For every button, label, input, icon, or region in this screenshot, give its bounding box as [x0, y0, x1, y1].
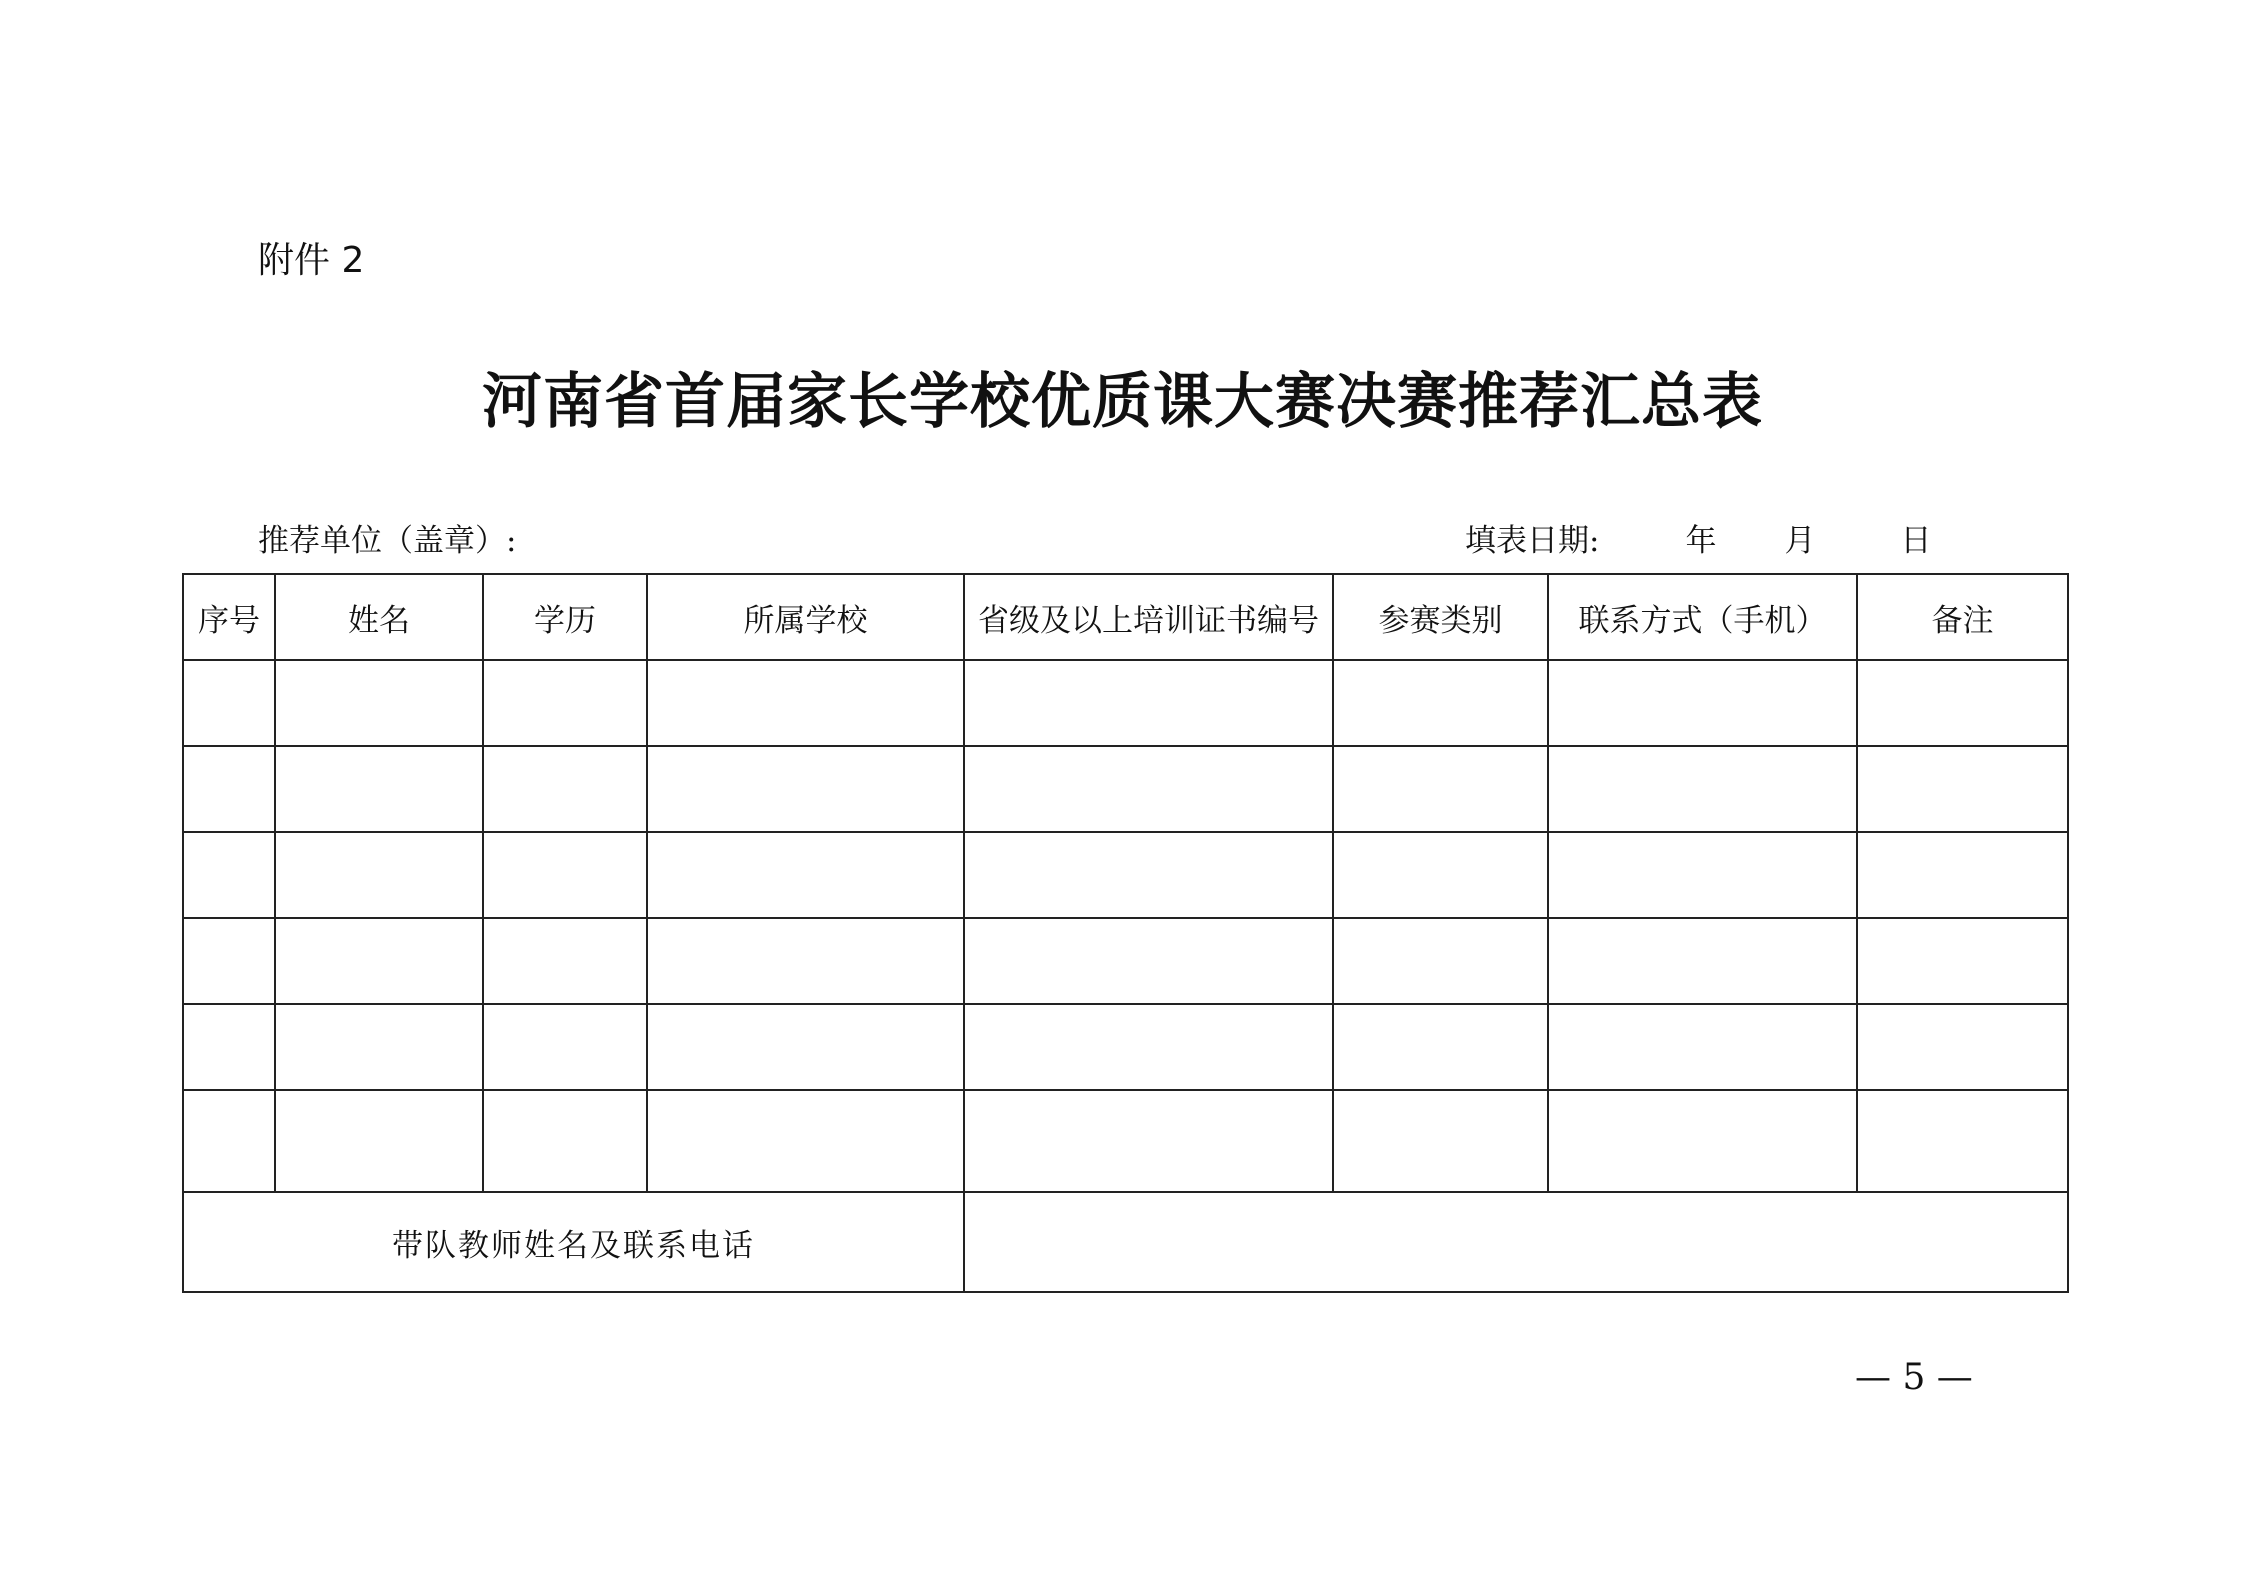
team-leader-label: 带队教师姓名及联系电话 [183, 1192, 964, 1292]
table-row [183, 746, 2068, 832]
table-cell[interactable] [1333, 918, 1548, 1004]
table-cell[interactable] [964, 918, 1333, 1004]
table-cell[interactable] [1548, 918, 1857, 1004]
header-certificate-number: 省级及以上培训证书编号 [964, 574, 1333, 660]
table-cell[interactable] [647, 918, 964, 1004]
table-cell[interactable] [964, 1004, 1333, 1090]
month-label: 月 [1784, 523, 1816, 559]
header-serial-number: 序号 [183, 574, 275, 660]
table-cell[interactable] [183, 746, 275, 832]
header-category: 参赛类别 [1333, 574, 1548, 660]
table-cell[interactable] [275, 1004, 483, 1090]
table-cell[interactable] [647, 660, 964, 746]
table-cell[interactable] [275, 918, 483, 1004]
table-cell[interactable] [1333, 746, 1548, 832]
fill-date-label: 填表日期: [1465, 523, 1600, 559]
table-cell[interactable] [647, 1004, 964, 1090]
recommendation-summary-table [182, 573, 2069, 1293]
table-row [183, 660, 2068, 746]
table-cell[interactable] [964, 660, 1333, 746]
table-row [183, 1090, 2068, 1192]
table-cell[interactable] [964, 1090, 1333, 1192]
table-header-row [183, 574, 2068, 660]
table-row [183, 832, 2068, 918]
fill-date [1465, 519, 1931, 563]
table-cell[interactable] [183, 832, 275, 918]
header-education: 学历 [483, 574, 647, 660]
table-cell[interactable] [1857, 918, 2068, 1004]
attachment-label: 附件 2 [258, 240, 365, 281]
header-school: 所属学校 [647, 574, 964, 660]
table-cell[interactable] [483, 918, 647, 1004]
table-cell[interactable] [1857, 660, 2068, 746]
table-cell[interactable] [1333, 1004, 1548, 1090]
table-cell[interactable] [964, 832, 1333, 918]
table-cell[interactable] [483, 746, 647, 832]
header-remarks: 备注 [1857, 574, 2068, 660]
header-name: 姓名 [275, 574, 483, 660]
table-cell[interactable] [483, 832, 647, 918]
team-leader-contact-cell[interactable] [964, 1192, 2068, 1292]
table-cell[interactable] [1333, 832, 1548, 918]
table-cell[interactable] [1548, 746, 1857, 832]
table-cell[interactable] [275, 746, 483, 832]
table-row [183, 918, 2068, 1004]
table-cell[interactable] [647, 746, 964, 832]
table-cell[interactable] [183, 1090, 275, 1192]
recommending-unit-label: 推荐单位（盖章）: [258, 523, 517, 559]
table-cell[interactable] [483, 1090, 647, 1192]
table-cell[interactable] [1333, 660, 1548, 746]
table-cell[interactable] [275, 1090, 483, 1192]
table-cell[interactable] [1548, 1090, 1857, 1192]
table-cell[interactable] [1548, 832, 1857, 918]
page-title: 河南省首届家长学校优质课大赛决赛推荐汇总表 [482, 367, 1763, 437]
table-row [183, 1004, 2068, 1090]
table-cell[interactable] [275, 660, 483, 746]
table-cell[interactable] [483, 1004, 647, 1090]
table-cell[interactable] [483, 660, 647, 746]
table-cell[interactable] [1548, 660, 1857, 746]
day-label: 日 [1900, 523, 1932, 559]
header-contact-phone: 联系方式（手机） [1548, 574, 1857, 660]
table-cell[interactable] [183, 1004, 275, 1090]
table-cell[interactable] [647, 1090, 964, 1192]
table-cell[interactable] [183, 660, 275, 746]
year-label: 年 [1685, 523, 1717, 559]
table-cell[interactable] [964, 746, 1333, 832]
table-cell[interactable] [1548, 1004, 1857, 1090]
table-cell[interactable] [647, 832, 964, 918]
page-number: — 5 — [1855, 1357, 1973, 1398]
table-cell[interactable] [1857, 832, 2068, 918]
team-leader-row [183, 1192, 2068, 1292]
table-cell[interactable] [183, 918, 275, 1004]
table-cell[interactable] [275, 832, 483, 918]
table-cell[interactable] [1857, 1090, 2068, 1192]
table-cell[interactable] [1857, 1004, 2068, 1090]
table-cell[interactable] [1333, 1090, 1548, 1192]
table-cell[interactable] [1857, 746, 2068, 832]
